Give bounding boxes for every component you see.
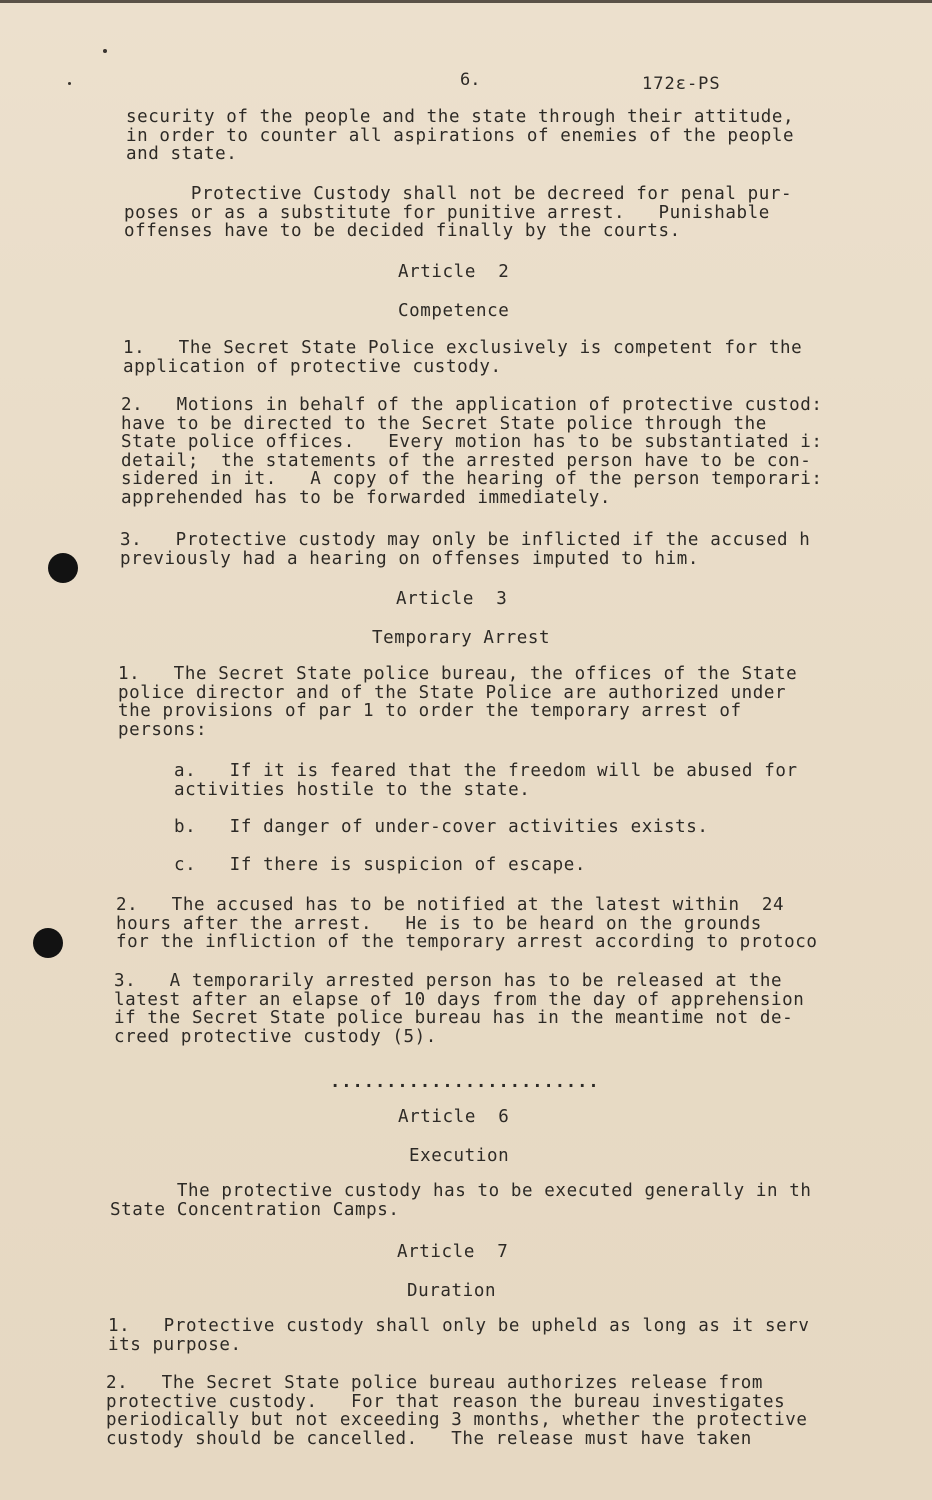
paragraph-art3-3: 3. A temporarily arrested person has to be released at the latest after an elapse of 10 days from the day of apprehension if the Secret State police bureau has in the meantime not de- creed protective custody (5).	[114, 971, 805, 1047]
paragraph-art2-3: 3. Protective custody may only be inflicted if the accused h previously had a hearing on offenses imputed to him.	[120, 530, 811, 569]
paragraph-art3-1a: a. If it is feared that the freedom will be abused for activities hostile to the state.	[174, 761, 798, 800]
heading-article-7: Article 7	[397, 1242, 509, 1262]
paragraph-art2-1: 1. The Secret State Police exclusively is competent for the application of protective custody.	[123, 338, 803, 377]
paragraph-protective-custody: Protective Custody shall not be decreed for penal pur- poses or as a substitute for punitive arrest. Punishable offenses have to be decided finally by the courts.	[124, 184, 793, 241]
separator-dots: ........................	[330, 1072, 600, 1092]
paragraph-art3-1c: c. If there is suspicion of escape.	[174, 855, 587, 875]
speck-icon	[103, 49, 107, 53]
document-number: 172ε-PS	[642, 74, 721, 94]
paragraph-art3-1: 1. The Secret State police bureau, the offices of the State police director and of the State Police are authorized under the provisions of par 1 to order the temporary arrest of persons:	[118, 664, 798, 740]
paragraph-art2-2: 2. Motions in behalf of the application of protective custod: have to be directed to the Secret State police through the State police offices. Every motion has to be substantiated i: detail; the statements of the arrested person have to be con- sidered in it. A copy of the hearing of the person temporari: apprehended has to be forwarded immediately.	[121, 395, 823, 508]
heading-article-6: Article 6	[398, 1107, 510, 1127]
heading-execution: Execution	[409, 1146, 510, 1166]
heading-article-2: Article 2	[398, 262, 510, 282]
paragraph-intro: security of the people and the state through their attitude, in order to counter all aspirations of enemies of the people and state.	[126, 107, 795, 164]
paragraph-art3-2: 2. The accused has to be notified at the latest within 24 hours after the arrest. He is to be heard on the grounds for the infliction of the temporary arrest according to protoco	[116, 895, 818, 952]
paragraph-art7-2: 2. The Secret State police bureau authorizes release from protective custody. For that reason the bureau investigates periodically but not exceeding 3 months, whether the protective custody should be cancelled. The release must have taken	[106, 1373, 808, 1449]
top-edge	[0, 0, 932, 3]
punch-hole-icon	[33, 928, 63, 958]
heading-duration: Duration	[407, 1281, 497, 1301]
heading-temporary-arrest: Temporary Arrest	[372, 628, 551, 648]
paragraph-art6: The protective custody has to be executed generally in th State Concentration Camps.	[110, 1181, 812, 1220]
punch-hole-icon	[48, 553, 78, 583]
paragraph-art3-1b: b. If danger of under-cover activities exists.	[174, 817, 709, 837]
speck-icon	[68, 82, 71, 85]
heading-article-3: Article 3	[396, 589, 508, 609]
paragraph-art7-1: 1. Protective custody shall only be upheld as long as it serv its purpose.	[108, 1316, 810, 1355]
page-number: 6.	[460, 70, 481, 90]
heading-competence: Competence	[398, 301, 510, 321]
